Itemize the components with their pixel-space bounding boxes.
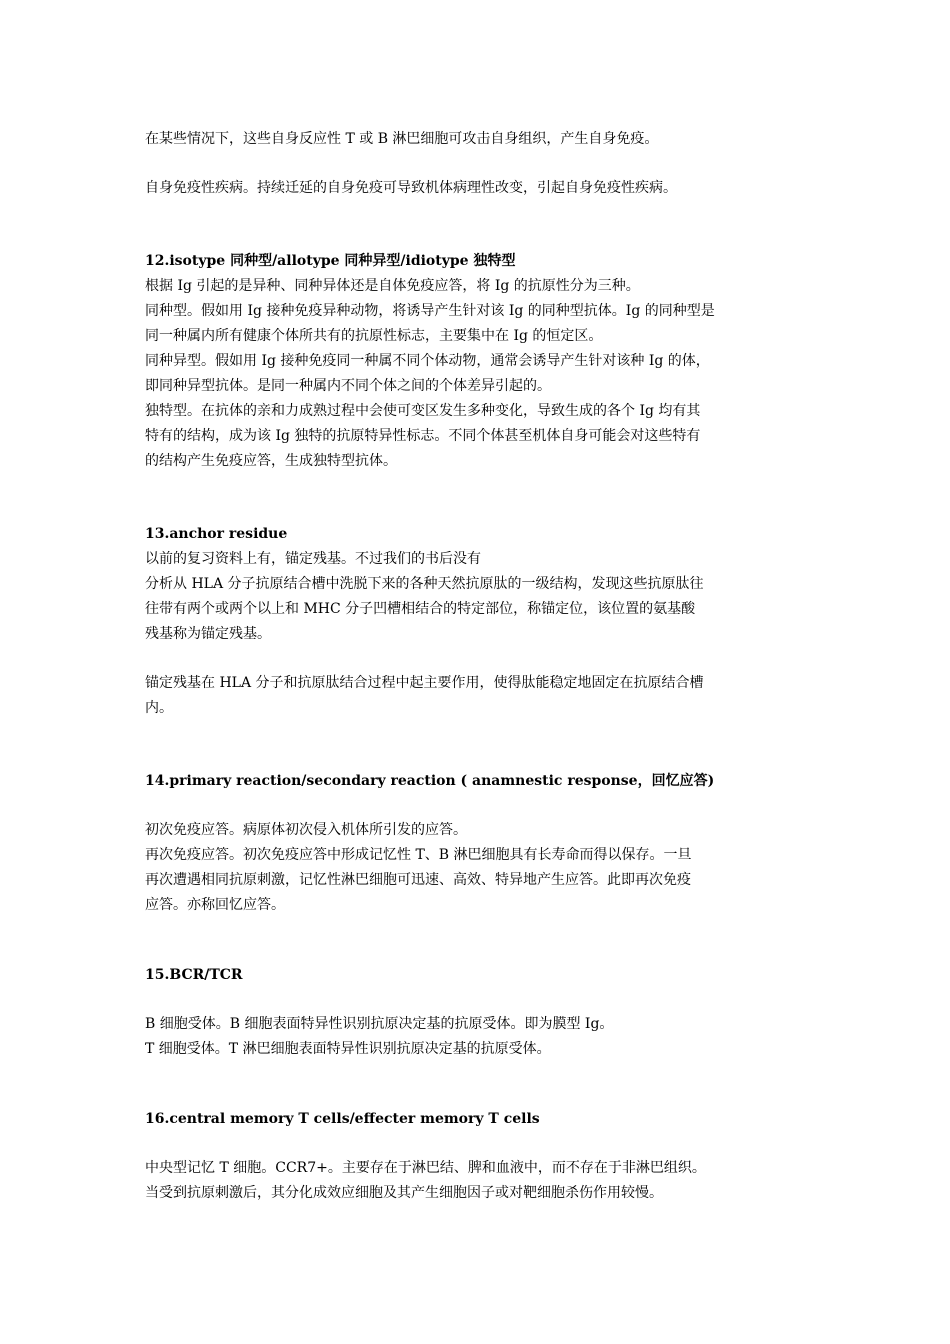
section-heading: 15.BCR/TCR	[145, 967, 243, 983]
section-heading: 12.isotype 同种型/allotype 同种异型/idiotype 独特型	[145, 253, 516, 269]
body-line: 往带有两个或两个以上和 MHC 分子凹槽相结合的特定部位，称锚定位，该位置的氨基酸	[145, 601, 696, 617]
body-line: 同一种属内所有健康个体所共有的抗原性标志，主要集中在 Ig 的恒定区。	[145, 328, 603, 344]
body-line: 应答。亦称回忆应答。	[145, 897, 285, 913]
body-line: 当受到抗原刺激后，其分化成效应细胞及其产生细胞因子或对靶细胞杀伤作用较慢。	[145, 1185, 663, 1201]
body-line: 分析从 HLA 分子抗原结合槽中洗脱下来的各种天然抗原肽的一级结构，发现这些抗原肽往	[145, 576, 704, 592]
body-line: 的结构产生免疫应答，生成独特型抗体。	[145, 453, 397, 469]
body-line: 即同种异型抗体。是同一种属内不同个体之间的个体差异引起的。	[145, 378, 551, 394]
document-page	[145, 127, 810, 1206]
body-line: 同种异型。假如用 Ig 接种免疫同一种属不同个体动物，通常会诱导产生针对该种 Ig 的体，	[145, 353, 710, 369]
body-line: 中央型记忆 T 细胞。CCR7+。主要存在于淋巴结、脾和血液中，而不存在于非淋巴组织。	[145, 1160, 706, 1176]
body-line: 同种型。假如用 Ig 接种免疫异种动物，将诱导产生针对该 Ig 的同种型抗体。Ig 的同种型是	[145, 303, 715, 319]
body-line: 特有的结构，成为该 Ig 独特的抗原特异性标志。不同个体甚至机体自身可能会对这些特有	[145, 428, 701, 444]
section-heading: 16.central memory T cells/effecter memory T cells	[145, 1111, 540, 1127]
section-heading: 14.primary reaction/secondary reaction ( anamnestic response，回忆应答)	[145, 773, 715, 789]
body-line: 根据 Ig 引起的是异种、同种异体还是自体免疫应答，将 Ig 的抗原性分为三种。	[145, 278, 640, 294]
body-line: 锚定残基在 HLA 分子和抗原肽结合过程中起主要作用，使得肽能稳定地固定在抗原结合槽	[145, 675, 704, 691]
body-line: 残基称为锚定残基。	[145, 626, 271, 642]
intro-line: 在某些情况下，这些自身反应性 T 或 B 淋巴细胞可攻击自身组织，产生自身免疫。	[145, 131, 659, 147]
body-line: B 细胞受体。B 细胞表面特异性识别抗原决定基的抗原受体。即为膜型 Ig。	[145, 1016, 614, 1032]
body-line: 再次免疫应答。初次免疫应答中形成记忆性 T、B 淋巴细胞具有长寿命而得以保存。一旦	[145, 847, 692, 863]
body-line: 内。	[145, 700, 173, 716]
body-line: T 细胞受体。T 淋巴细胞表面特异性识别抗原决定基的抗原受体。	[145, 1041, 551, 1057]
body-line: 初次免疫应答。病原体初次侵入机体所引发的应答。	[145, 822, 467, 838]
section-heading: 13.anchor residue	[145, 526, 288, 542]
body-line: 以前的复习资料上有，锚定残基。不过我们的书后没有	[145, 551, 481, 567]
intro-line: 自身免疫性疾病。持续迁延的自身免疫可导致机体病理性改变，引起自身免疫性疾病。	[145, 180, 677, 196]
body-line: 再次遭遇相同抗原刺激，记忆性淋巴细胞可迅速、高效、特异地产生应答。此即再次免疫	[145, 872, 691, 888]
body-line: 独特型。在抗体的亲和力成熟过程中会使可变区发生多种变化，导致生成的各个 Ig 均有其	[145, 403, 701, 419]
